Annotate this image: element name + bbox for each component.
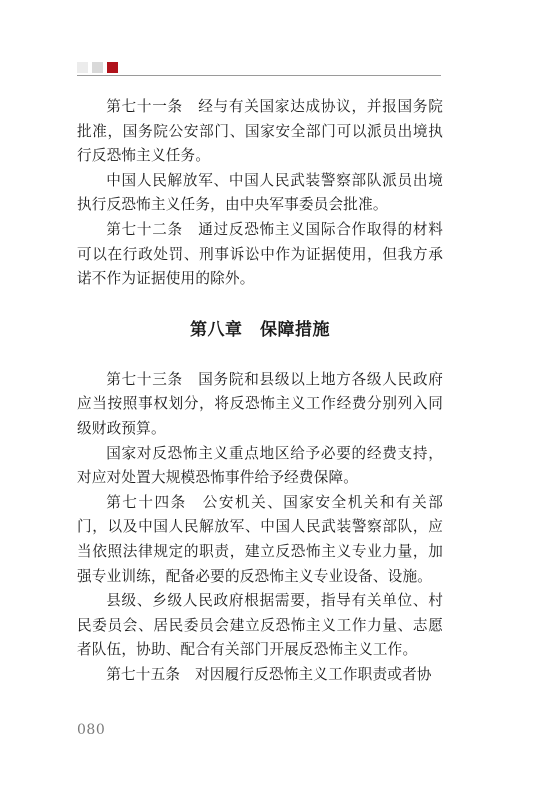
paragraph-article-71-clause-2: 中国人民解放军、中国人民武装警察部队派员出境执行反恐怖主义任务，由中央军事委员会批准。 bbox=[77, 171, 443, 214]
header-decoration bbox=[77, 62, 118, 73]
paragraph-article-74: 第七十四条 公安机关、国家安全机关和有关部门，以及中国人民解放军、中国人民武装警察部队，应当依照法律规定的职责，建立反恐怖主义专业力量，加强专业训练，配备必要的反恐怖主义专业设备、设施。 bbox=[77, 493, 443, 585]
header-rule bbox=[77, 75, 441, 76]
paragraph-article-72: 第七十二条 通过反恐怖主义国际合作取得的材料可以在行政处罚、刑事诉讼中作为证据使用，但我方承诺不作为证据使用的除外。 bbox=[77, 220, 443, 288]
decor-square-gray bbox=[92, 62, 103, 73]
paragraph-article-75: 第七十五条 对因履行反恐怖主义工作职责或者协 bbox=[106, 665, 432, 683]
chapter-title: 第八章 保障措施 bbox=[190, 319, 330, 340]
page-body bbox=[77, 95, 443, 687]
paragraph-article-71: 第七十一条 经与有关国家达成协议，并报国务院批准，国务院公安部门、国家安全部门可以派员出境执行反恐怖主义任务。 bbox=[77, 98, 443, 165]
paragraph-article-74-clause-2: 县级、乡级人民政府根据需要，指导有关单位、村民委员会、居民委员会建立反恐怖主义工作力量、志愿者队伍，协助、配合有关部门开展反恐怖主义工作。 bbox=[77, 592, 443, 659]
page-number: 080 bbox=[77, 722, 106, 738]
paragraph-article-73-clause-2: 国家对反恐怖主义重点地区给予必要的经费支持，对应对处置大规模恐怖事件给予经费保障。 bbox=[77, 444, 443, 487]
decor-square-red bbox=[107, 62, 118, 73]
decor-square-light bbox=[77, 62, 88, 73]
paragraph-article-73: 第七十三条 国务院和县级以上地方各级人民政府应当按照事权划分，将反恐怖主义工作经费分别列入同级财政预算。 bbox=[77, 370, 443, 437]
